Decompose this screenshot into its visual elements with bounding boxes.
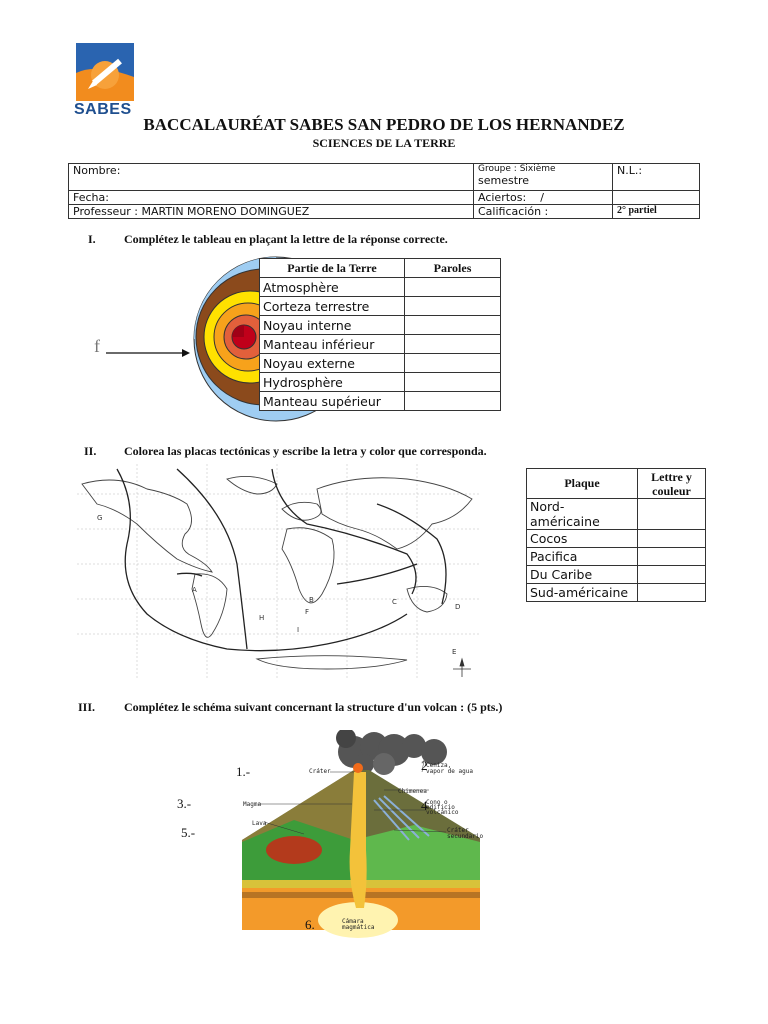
map-letter-d: D (455, 603, 461, 611)
volcano-number-6[interactable]: 6. (305, 917, 315, 932)
volcano-number-3[interactable]: 3.- (177, 796, 192, 811)
answer-cell[interactable] (638, 499, 706, 530)
label-crater-sec-1: Cráter (447, 827, 469, 834)
label-lava: Lava (252, 820, 267, 827)
label-camara-2: magmática (342, 924, 375, 931)
part-atmosphere: Atmosphère (260, 278, 405, 297)
calificacion-cell[interactable] (474, 205, 613, 219)
section2-number: II. (84, 444, 97, 458)
calificacion-label: Calificación : (478, 205, 549, 218)
map-letter-c: C (392, 598, 397, 606)
answer-cell[interactable] (405, 297, 501, 316)
section3-number: III. (78, 700, 96, 714)
student-info-table (68, 163, 700, 219)
header-lettre-line2: couleur (652, 483, 691, 498)
map-letter-a: A (192, 586, 197, 594)
label-crater: Cráter (309, 768, 331, 775)
volcano-number-4[interactable]: 4 (421, 798, 428, 813)
part-corteza: Corteza terrestre (260, 297, 405, 316)
nombre-cell[interactable] (69, 164, 474, 191)
label-magma: Magma (243, 801, 262, 808)
map-letter-i: I (297, 626, 300, 634)
section2-instruction: Colorea las placas tectónicas y escribe la letra y color que corresponda. (124, 444, 487, 458)
answer-cell[interactable] (405, 278, 501, 297)
header-paroles: Paroles (405, 259, 501, 278)
plate-sud-americaine: Sud-américaine (527, 584, 638, 602)
pointer-arrow (106, 344, 190, 362)
map-letter-b: B (309, 596, 314, 604)
answer-cell[interactable] (638, 548, 706, 566)
subject-title: SCIENCES DE LA TERRE (312, 136, 456, 150)
label-ceniza-2: vapor de agua (426, 768, 473, 775)
plates-table (526, 468, 706, 602)
answer-cell[interactable] (405, 316, 501, 335)
groupe-cell (474, 164, 613, 191)
label-cono-1: Cono o (426, 799, 448, 806)
volcano-number-5[interactable]: 5.- (181, 825, 196, 840)
partiel-label: 2° partiel (617, 205, 657, 216)
logo-text: SABES (74, 101, 132, 118)
part-hydrosphere: Hydrosphère (260, 373, 405, 392)
empty-cell (613, 191, 700, 205)
nombre-label: Nombre: (73, 164, 121, 177)
answer-cell[interactable] (638, 566, 706, 584)
answer-cell[interactable] (638, 584, 706, 602)
groupe-line2: semestre (478, 174, 530, 187)
part-noyau-interne: Noyau interne (260, 316, 405, 335)
label-cono-2: edificio (426, 804, 455, 811)
aciertos-separator: / (540, 191, 544, 204)
label-crater-sec-2: secundario (447, 833, 484, 840)
answer-cell[interactable] (405, 392, 501, 411)
map-letter-e: E (452, 648, 457, 656)
plate-du-caribe: Du Caribe (527, 566, 638, 584)
header-lettre-line1: Lettre y (651, 469, 692, 484)
header-plaque: Plaque (527, 469, 638, 499)
plate-pacifica: Pacifica (527, 548, 638, 566)
plate-nord-americaine: Nord-américaine (527, 499, 638, 530)
answer-cell[interactable] (405, 373, 501, 392)
section3-instruction: Complétez le schéma suivant concernant la structure d'un volcan : (5 pts.) (124, 700, 503, 714)
arrow-label-f: f (94, 336, 100, 356)
nl-label: N.L.: (617, 164, 643, 177)
header-lettre-couleur (638, 469, 706, 499)
aciertos-label: Aciertos: (478, 191, 527, 204)
fecha-cell[interactable] (69, 191, 474, 205)
world-plates-map (77, 464, 481, 683)
label-ceniza-1: Ceniza, (426, 762, 452, 769)
part-manteau-superieur: Manteau supérieur (260, 392, 405, 411)
groupe-line1: Groupe : Sixième (478, 164, 556, 174)
partiel-cell (613, 205, 700, 219)
part-noyau-externe: Noyau externe (260, 354, 405, 373)
earth-parts-table (259, 258, 501, 411)
answer-cell[interactable] (405, 335, 501, 354)
map-letter-h: H (259, 614, 265, 622)
map-letter-f: F (305, 608, 310, 616)
header-partie: Partie de la Terre (260, 259, 405, 278)
professeur-label: Professeur : MARTIN MORENO DOMINGUEZ (73, 205, 310, 218)
sabes-logo (76, 43, 134, 101)
school-title: BACCALAURÉAT SABES SAN PEDRO DE LOS HERNANDEZ (143, 115, 625, 134)
aciertos-cell[interactable] (474, 191, 613, 205)
map-letter-g: G (97, 514, 103, 522)
nl-cell[interactable] (613, 164, 700, 191)
volcano-number-2[interactable]: 2 (421, 758, 428, 773)
answer-cell[interactable] (405, 354, 501, 373)
part-manteau-inferieur: Manteau inférieur (260, 335, 405, 354)
professeur-cell (69, 205, 474, 219)
section1-number: I. (88, 232, 96, 246)
section1-instruction: Complétez le tableau en plaçant la lettre de la réponse correcte. (124, 232, 448, 246)
fecha-label: Fecha: (73, 191, 109, 204)
plate-cocos: Cocos (527, 530, 638, 548)
label-chimenea: Chimenea (398, 788, 427, 795)
volcano-number-1[interactable]: 1.- (236, 764, 251, 779)
label-camara-1: Cámara (342, 918, 364, 925)
label-cono-3: volcánico (426, 809, 459, 816)
answer-cell[interactable] (638, 530, 706, 548)
